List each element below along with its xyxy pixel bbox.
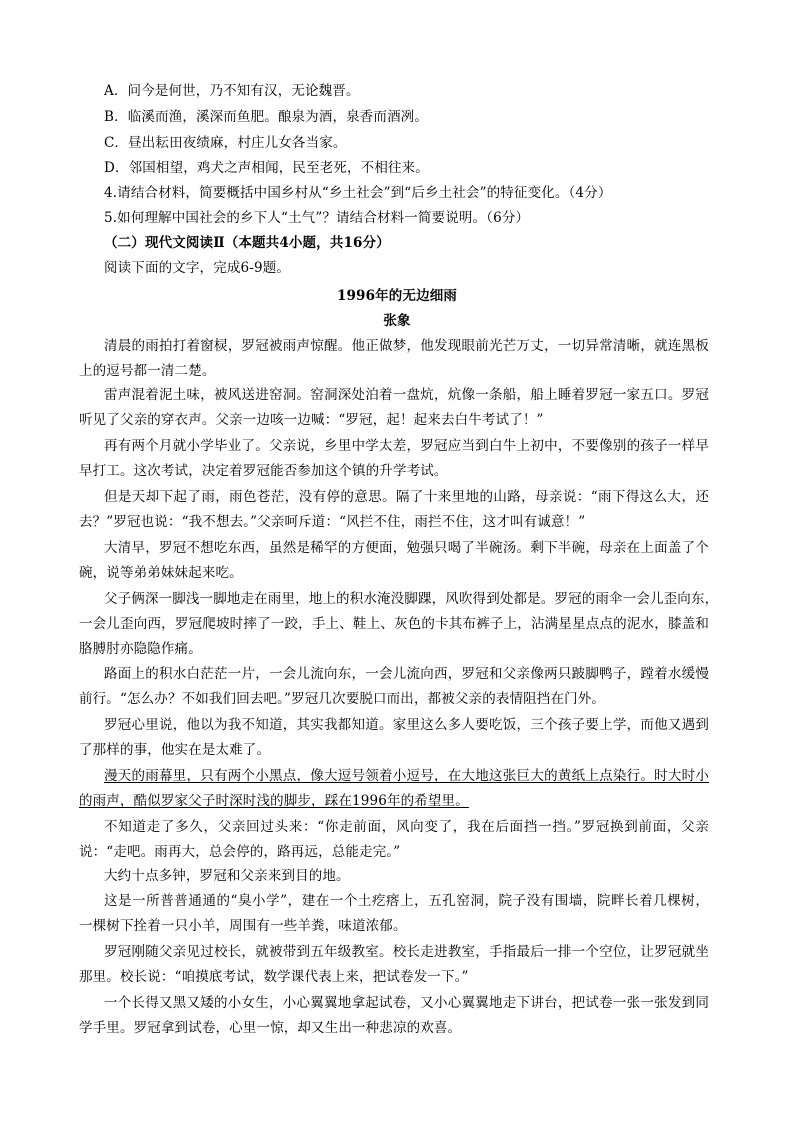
para-line: 去？”罗冠也说：“我不想去。”父亲呵斥道：“风拦不住，雨拦不住，这才叫有诚意！”: [79, 514, 586, 530]
para-line: 听见了父亲的穿衣声。父亲一边咳一边喊：“罗冠，起！起来去白牛考试了！”: [79, 412, 544, 428]
underlined-line: 漫天的雨幕里，只有两个小黑点，像大逗号领着小逗号，在大地这张巨大的黄纸上点染行。时大时小: [104, 768, 709, 784]
option-d: D．邻国相望，鸡犬之声相闻，民至老死，不相往来。: [104, 160, 429, 176]
para-line: 一棵树下拴着一只小羊，周围有一些羊粪，味道浓郁。: [79, 918, 407, 934]
option-c: C．昼出耘田夜绩麻，村庄儿女各当家。: [104, 135, 347, 151]
para-line: 胳膊肘亦隐隐作痛。: [79, 641, 202, 657]
para-line: 说：“走吧。雨再大，总会停的，路再远，总能走完。”: [79, 844, 401, 860]
para-line: 上的逗号都一清二楚。: [79, 363, 216, 379]
para-line: 罗冠刚随父亲见过校长，就被带到五年级教室。校长走进教室，手指最后一排一个空位，让罗冠就坐: [104, 944, 709, 960]
para-line: 清晨的雨拍打着窗棂，罗冠被雨声惊醒。他正做梦，他发现眼前光芒万丈，一切异常清晰，就连黑板: [104, 338, 709, 354]
para-line: 这是一所普普通通的“臭小学”，建在一个土疙瘩上，五孔窑洞，院子没有围墙，院畔长着几棵树，: [104, 893, 709, 909]
para-line: 雷声混着泥土味，被风送进窑洞。窑洞深处泊着一盘炕，炕像一条船，船上睡着罗冠一家五口。罗冠: [104, 387, 709, 403]
para-line: 大清早，罗冠不想吃东西，虽然是稀罕的方便面，勉强只喝了半碗汤。剩下半碗，母亲在上面盖了个: [104, 540, 709, 556]
para-line: 了那样的事，他实在是太难了。: [79, 742, 271, 758]
question-4: 4.请结合材料，简要概括中国乡村从“乡土社会”到“后乡土社会”的特征变化。（4分）: [104, 185, 612, 201]
question-5: 5.如何理解中国社会的乡下人“土气”？请结合材料一简要说明。（6分）: [104, 210, 530, 226]
para-line: 碗，说等弟弟妹妹起来吃。: [79, 565, 243, 581]
article-title: 1996年的无边细雨: [336, 288, 458, 304]
article-author: 张象: [383, 313, 411, 329]
para-line: 再有两个月就小学毕业了。父亲说，乡里中学太差，罗冠应当到白牛上初中，不要像别的孩子一样早: [104, 438, 709, 454]
para-line: 不知道走了多久，父亲回过头来：“你走前面，风向变了，我在后面挡一挡。”罗冠换到前面，父亲: [104, 819, 709, 835]
underlined-line: 的雨声，酷似罗家父子时深时浅的脚步，踩在1996年的希望里。: [79, 793, 469, 809]
para-line: 但是天却下起了雨，雨色苍茫，没有停的意思。隔了十来里地的山路，母亲说：“雨下得这么大，还: [104, 489, 710, 505]
para-line: 一会儿歪向西，罗冠爬坡时摔了一跤，手上、鞋上、灰色的卡其布裤子上，沾满星星点点的泥水，膝盖和: [79, 616, 709, 632]
section-instruction: 阅读下面的文字，完成6-9题。: [104, 260, 290, 276]
para-line: 罗冠心里说，他以为我不知道，其实我都知道。家里这么多人要吃饭，三个孩子要上学，而他又遇到: [104, 717, 709, 733]
option-a: A．问今是何世，乃不知有汉，无论魏晋。: [104, 83, 360, 99]
para-line: 父子俩深一脚浅一脚地走在雨里，地上的积水淹没脚踝，风吹得到处都是。罗冠的雨伞一会儿歪向东，: [104, 591, 719, 607]
para-line: 学手里。罗冠拿到试卷，心里一惊，却又生出一种悲凉的欢喜。: [79, 1020, 462, 1036]
option-b: B．临溪而渔，溪深而鱼肥。酿泉为酒，泉香而酒冽。: [104, 109, 429, 125]
para-line: 大约十点多钟，罗冠和父亲来到目的地。: [104, 868, 350, 884]
para-line: 前行。“怎么办？不如我们回去吧。”罗冠几次要脱口而出，都被父亲的表情阻挡在门外。: [79, 691, 606, 707]
para-line: 一个长得又黑又矮的小女生，小心翼翼地拿起试卷，又小心翼翼地走下讲台，把试卷一张一张发到同: [104, 995, 709, 1011]
para-line: 早打工。这次考试，决定着罗冠能否参加这个镇的升学考试。: [79, 463, 448, 479]
para-line: 那里。校长说：“咱摸底考试，数学课代表上来，把试卷发一下。”: [79, 969, 469, 985]
section-heading: （二）现代文阅读Ⅱ（本题共4小题，共16分）: [104, 235, 390, 251]
para-line: 路面上的积水白茫茫一片，一会儿流向东，一会儿流向西，罗冠和父亲像两只跛脚鸭子，蹚着水缓慢: [104, 666, 709, 682]
